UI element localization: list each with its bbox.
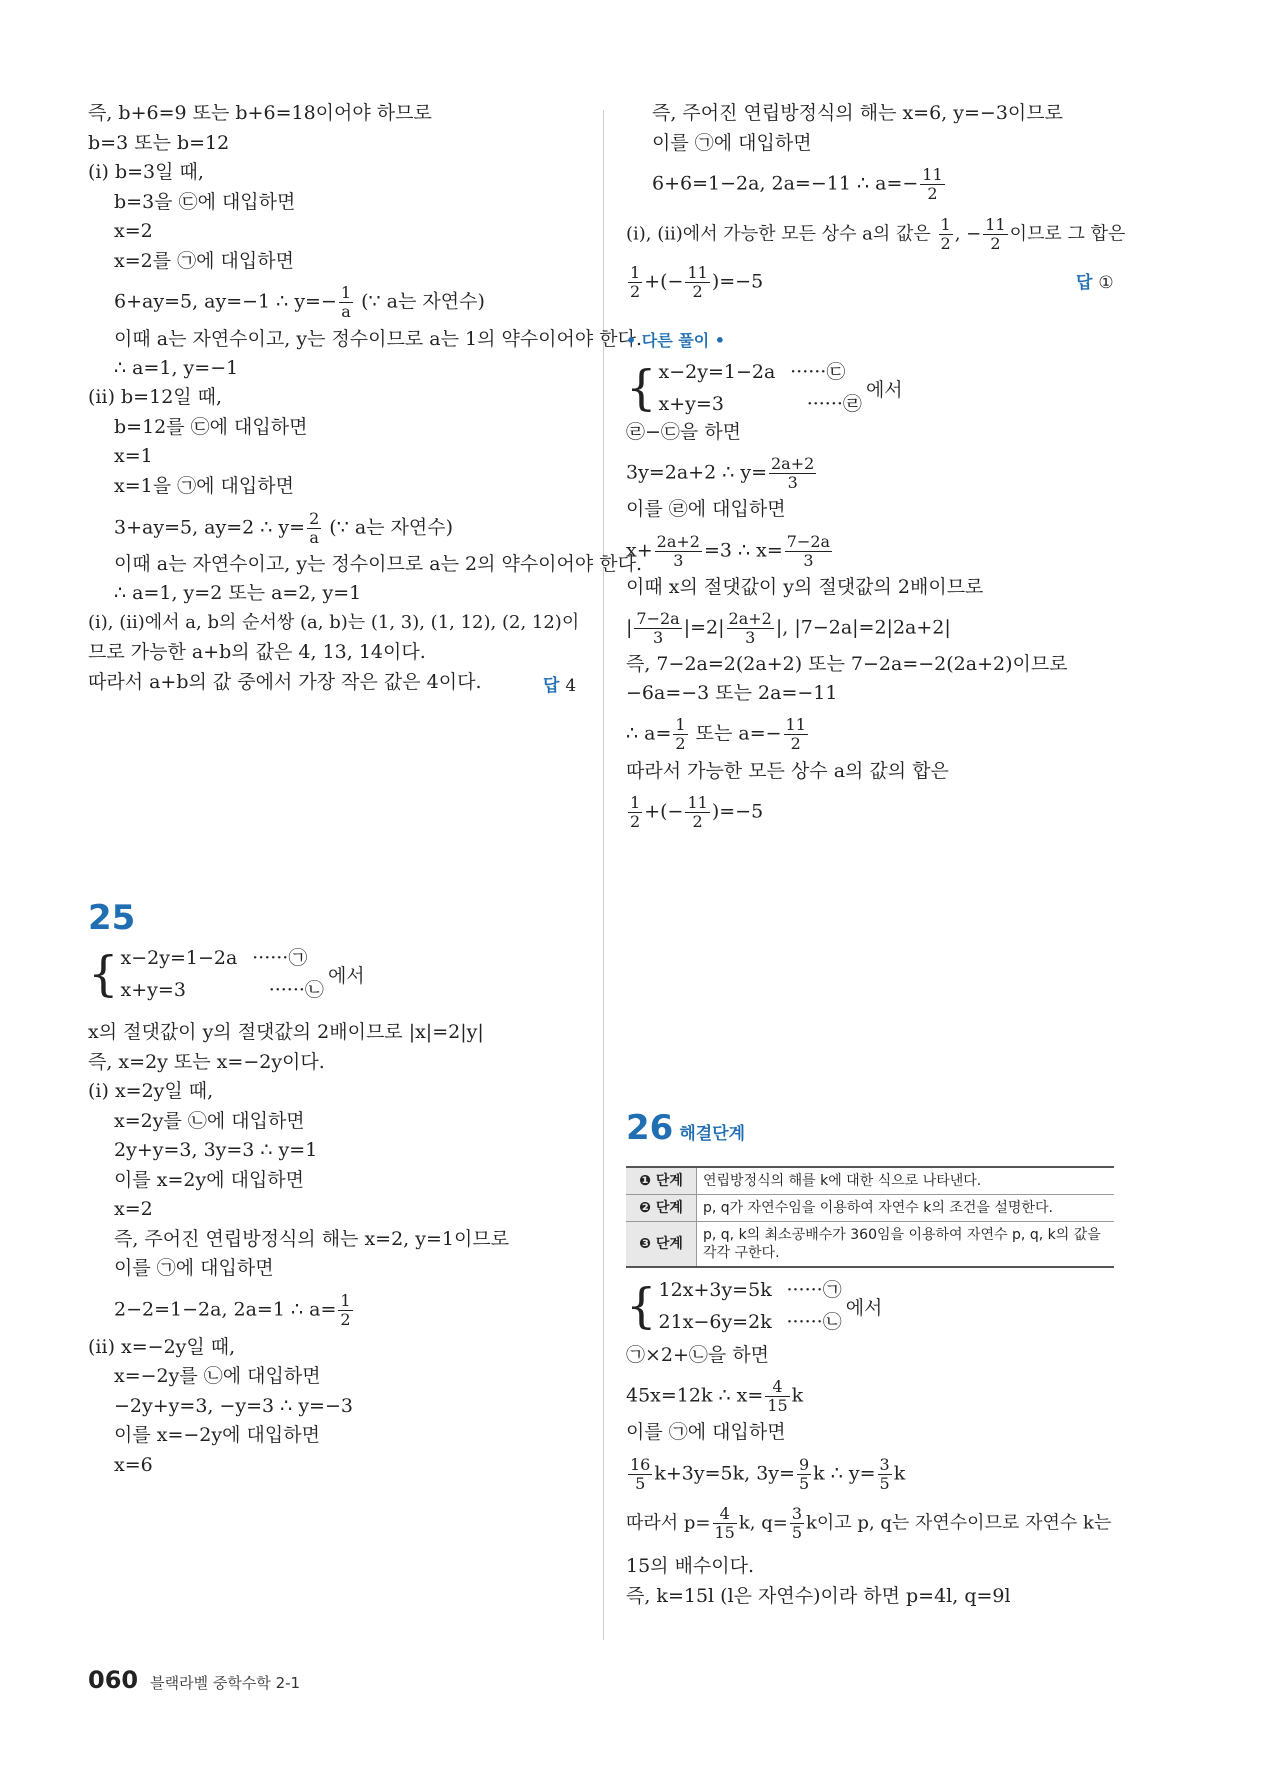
text-line: 이를 ㉠에 대입하면 (626, 1421, 786, 1443)
text-line: ㉠×2+㉡을 하면 (626, 1344, 770, 1366)
text-line: 즉, 주어진 연립방정식의 해는 x=6, y=−3이므로 (652, 102, 1063, 124)
page-footer (88, 1666, 300, 1694)
text-line: 즉, k=15l (l은 자연수)이라 하면 p=4l, q=9l (626, 1585, 1011, 1607)
text-line: ∴ a=1, y=2 또는 a=2, y=1 (114, 582, 362, 604)
equation-system: { x−2y=1−2a ······㉠ x+y=3 ······㉡ 에서 (88, 946, 365, 1002)
text-line: 즉, b+6=9 또는 b+6=18이어야 하므로 (88, 102, 432, 124)
fraction: $\frac{4}{15}$ (714, 1504, 735, 1542)
text-line: b=3을 ㉢에 대입하면 (114, 191, 296, 213)
equation-line: 3+ay=5, ay=2 ∴ y= $\frac{2}{a}$ (∵ a는 자연수) (114, 509, 454, 547)
answer-24: 답 4 (543, 676, 577, 696)
text-line: 므로 가능한 a+b의 값은 4, 13, 14이다. (88, 641, 426, 663)
text-line: x=1 (114, 445, 153, 467)
text-line: 이를 ㉣에 대입하면 (626, 498, 786, 520)
text-line: −6a=−3 또는 2a=−11 (626, 682, 838, 704)
fraction: $\frac{7-2a}{3}$ (786, 532, 831, 570)
equation-line: ∴ a= $\frac{1}{2}$ 또는 a=− $\frac{11}{2}$ (626, 715, 806, 753)
brace: { (626, 1278, 657, 1334)
text-line: 이때 a는 자연수이고, y는 정수이므로 a는 2의 약수이어야 한다. (114, 553, 643, 575)
fraction: $\frac{11}{2}$ (922, 165, 943, 203)
equation-line: | $\frac{7-2a}{3}$ |=2| $\frac{2a+2}{3}$ |, |7−2a|=2|2a+2| (626, 609, 951, 647)
fraction: $\frac{2a+2}{3}$ (728, 609, 772, 647)
text-line: ㉣−㉢을 하면 (626, 421, 742, 443)
equation-line: (ⅰ), (ⅱ)에서 가능한 모든 상수 a의 값은 $\frac{1}{2}$ , − $\frac{11}{2}$ 이므로 그 합은 (626, 215, 1126, 253)
text-line: 따라서 가능한 모든 상수 a의 값의 합은 (626, 760, 949, 782)
fraction: $\frac{9}{5}$ (798, 1455, 810, 1493)
book-title: 블랙라벨 중학수학 2-1 (150, 1674, 301, 1692)
text-line: 이를 x=−2y에 대입하면 (114, 1424, 320, 1446)
text-line: x=−2y를 ㉡에 대입하면 (114, 1365, 321, 1387)
text-line: 이를 ㉠에 대입하면 (652, 132, 812, 154)
text-line: 즉, 7−2a=2(2a+2) 또는 7−2a=−2(2a+2)이므로 (626, 653, 1068, 675)
fraction: $\frac{1}{a}$ (340, 283, 352, 321)
text-line: x=2 (114, 220, 153, 242)
text-line: 즉, 주어진 연립방정식의 해는 x=2, y=1이므로 (114, 1228, 510, 1250)
step-row: ❸ 단계 p, q, k의 최소공배수가 360임을 이용하여 자연수 p, q, k의 값을 각각 구한다. (626, 1222, 1114, 1268)
text-line: 15의 배수이다. (626, 1555, 755, 1577)
text-line: x=1을 ㉠에 대입하면 (114, 475, 294, 497)
answer-25: 답 ① (1076, 273, 1114, 293)
fraction: $\frac{3}{5}$ (791, 1504, 803, 1542)
fraction: $\frac{2a+2}{3}$ (656, 532, 700, 570)
text-line: x=6 (114, 1454, 153, 1476)
text-line: (ⅱ) x=−2y일 때, (88, 1336, 236, 1358)
fraction: $\frac{4}{15}$ (767, 1377, 788, 1415)
question-number-26: 26 해결단계 (626, 1108, 746, 1148)
equation-line: 2−2=1−2a, 2a=1 ∴ a= $\frac{1}{2}$ (114, 1291, 351, 1329)
fraction: $\frac{1}{2}$ (940, 215, 951, 253)
text-line: x의 절댓값이 y의 절댓값의 2배이므로 |x|=2|y| (88, 1021, 484, 1043)
equation-line: $\frac{16}{5}$ k+3y=5k, 3y= $\frac{9}{5}$ k ∴ y= $\frac{3}{5}$ k (630, 1455, 906, 1493)
question-number-25: 25 (88, 898, 136, 938)
fraction: $\frac{3}{5}$ (879, 1455, 890, 1493)
fraction: $\frac{2a+2}{3}$ (771, 454, 815, 492)
text-line: (ⅰ), (ⅱ)에서 a, b의 순서쌍 (a, b)는 (1, 3), (1, 12), (2, 12)이 (88, 612, 580, 633)
text-line: 이를 ㉠에 대입하면 (114, 1257, 274, 1279)
fraction: $\frac{11}{2}$ (687, 793, 708, 831)
equation-line: $\frac{1}{2}$ +(− $\frac{11}{2}$ )=−5 (630, 793, 764, 831)
equation-system: { x−2y=1−2a ······㉢ x+y=3 ······㉣ 에서 (626, 360, 903, 416)
page-number: 060 (88, 1666, 139, 1694)
fraction: $\frac{1}{2}$ (630, 263, 641, 301)
text-line: ∴ a=1, y=−1 (114, 357, 239, 379)
text-line: 2y+y=3, 3y=3 ∴ y=1 (114, 1139, 318, 1161)
equation-line: $\frac{1}{2}$ +(− $\frac{11}{2}$ )=−5 (630, 263, 764, 301)
fraction: $\frac{11}{2}$ (687, 263, 708, 301)
equation-line: 따라서 p= $\frac{4}{15}$ k, q= $\frac{3}{5}$ k이고 p, q는 자연수이므로 자연수 k는 (626, 1504, 1112, 1542)
fraction: $\frac{1}{2}$ (340, 1291, 351, 1329)
fraction: $\frac{1}{2}$ (675, 715, 686, 753)
text-line: b=12를 ㉢에 대입하면 (114, 416, 308, 438)
fraction: $\frac{11}{2}$ (985, 215, 1006, 253)
equation-line: 6+6=1−2a, 2a=−11 ∴ a=− $\frac{11}{2}$ (652, 165, 943, 203)
text-line: 따라서 a+b의 값 중에서 가장 작은 값은 4이다. (88, 671, 482, 693)
equation-line: 45x=12k ∴ x= $\frac{4}{15}$ k (626, 1377, 804, 1415)
text-line: b=3 또는 b=12 (88, 132, 230, 154)
step-row: ❶ 단계 연립방정식의 해를 k에 대한 식으로 나타낸다. (626, 1167, 1114, 1195)
text-line: x=2 (114, 1198, 153, 1220)
text-line: 이를 x=2y에 대입하면 (114, 1169, 305, 1191)
equation-line: 3y=2a+2 ∴ y= $\frac{2a+2}{3}$ (626, 454, 815, 492)
text-line: (ⅰ) b=3일 때, (88, 161, 204, 183)
alternative-solution-title: • 다른 풀이 • (626, 331, 725, 350)
brace: { (88, 946, 119, 1002)
brace: { (626, 360, 657, 416)
fraction: $\frac{11}{2}$ (785, 715, 806, 753)
solution-steps-label: 해결단계 (679, 1124, 746, 1144)
equation-line: x+ $\frac{2a+2}{3}$ =3 ∴ x= $\frac{7-2a}{3}$ (626, 532, 831, 570)
text-line: x=2y를 ㉡에 대입하면 (114, 1110, 305, 1132)
text-line: x=2를 ㉠에 대입하면 (114, 250, 294, 272)
fraction: $\frac{7-2a}{3}$ (636, 609, 680, 647)
fraction: $\frac{2}{a}$ (309, 509, 320, 547)
equation-system: { 12x+3y=5k ······㉠ 21x−6y=2k ······㉡ 에서 (626, 1278, 883, 1334)
text-line: −2y+y=3, −y=3 ∴ y=−3 (114, 1395, 353, 1417)
equation-line: 6+ay=5, ay=−1 ∴ y=− $\frac{1}{a}$ (∵ a는 자연수) (114, 283, 485, 321)
fraction: $\frac{1}{2}$ (630, 793, 641, 831)
step-row: ❷ 단계 p, q가 자연수임을 이용하여 자연수 k의 조건을 설명한다. (626, 1195, 1114, 1222)
text-line: 즉, x=2y 또는 x=−2y이다. (88, 1051, 325, 1073)
solution-steps-table (626, 1166, 1114, 1268)
text-line: (ⅰ) x=2y일 때, (88, 1080, 214, 1102)
text-line: (ⅱ) b=12일 때, (88, 386, 223, 408)
fraction: $\frac{16}{5}$ (630, 1455, 651, 1493)
text-line: 이때 x의 절댓값이 y의 절댓값의 2배이므로 (626, 576, 984, 598)
text-line: 이때 a는 자연수이고, y는 정수이므로 a는 1의 약수이어야 한다. (114, 328, 643, 350)
